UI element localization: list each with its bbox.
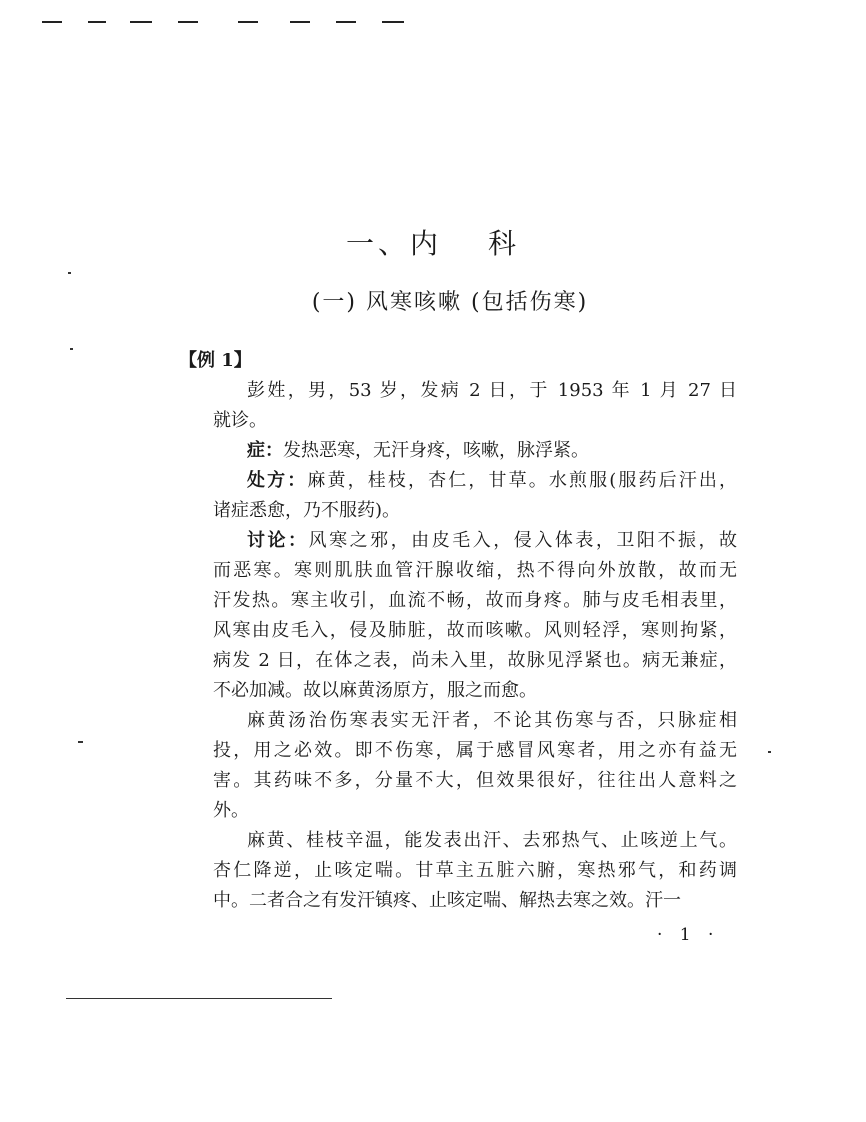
- text-line: [213, 766, 737, 796]
- text-line: [213, 736, 737, 766]
- line-text: 而恶寒。寒则肌肤血管汗腺收缩，热不得向外放散，故而无: [213, 560, 737, 581]
- line-text: 麻黄汤治伤寒表实无汗者，不论其伤寒与否，只脉症相: [247, 710, 737, 731]
- text-line: [213, 586, 737, 616]
- line-text: 彭姓，男，53 岁，发病 2 日，于 1953 年 1 月 27 日: [247, 380, 737, 401]
- line-text: 麻黄，桂枝，杏仁，甘草。水煎服(服药后汗出，: [307, 470, 737, 491]
- dash: [130, 21, 152, 23]
- text-line: [213, 826, 737, 856]
- dash: [336, 21, 356, 23]
- text-line: [213, 496, 737, 526]
- text-line: [213, 796, 737, 826]
- line-text: 病发 2 日，在体之表，尚未入里，故脉见浮紧也。病无兼症，: [213, 650, 737, 671]
- body-text: [179, 346, 738, 916]
- text-line: [213, 406, 737, 436]
- footer-rule: [66, 998, 332, 999]
- chapter-title-part1: 一、内: [345, 227, 442, 260]
- text-line: [213, 556, 737, 586]
- chapter-title-part2: 科: [488, 227, 521, 260]
- dash: [382, 21, 404, 23]
- dash: [178, 21, 198, 23]
- dash: [290, 21, 310, 23]
- paragraph-label: 症：: [247, 440, 283, 461]
- line-text: 风寒由皮毛入，侵及肺脏，故而咳嗽。风则轻浮，寒则拘紧，: [213, 620, 737, 641]
- text-line: [213, 886, 737, 916]
- text-line: [213, 676, 737, 706]
- line-text: 不必加减。故以麻黄汤原方，服之而愈。: [213, 680, 537, 701]
- dash: [238, 21, 258, 23]
- text-line: [213, 466, 737, 496]
- line-text: 杏仁降逆，止咳定喘。甘草主五脏六腑，寒热邪气，和药调: [213, 860, 737, 881]
- page-number: · 1 ·: [657, 925, 720, 945]
- chapter-title: [0, 222, 866, 262]
- scan-speck: [78, 741, 83, 743]
- scan-speck: [70, 348, 73, 350]
- paragraph-label: 处方：: [247, 470, 308, 491]
- scan-speck: [768, 751, 771, 753]
- line-text: 中。二者合之有发汗镇疼、止咳定喘、解热去寒之效。汗一: [213, 890, 681, 911]
- line-text: 投，用之必效。即不伤寒，属于感冒风寒者，用之亦有益无: [213, 740, 737, 761]
- example-label: 【例 1】: [179, 350, 252, 371]
- line-text: 麻黄、桂枝辛温，能发表出汗、去邪热气、止咳逆上气。: [247, 830, 737, 851]
- section-title: (一) 风寒咳嗽 (包括伤寒): [311, 290, 589, 315]
- dash: [88, 21, 106, 23]
- paragraph-label: 讨论：: [247, 530, 309, 551]
- text-line: [213, 706, 737, 736]
- line-text: 害。其药味不多，分量不大，但效果很好，往往出人意料之: [213, 770, 737, 791]
- text-line: [213, 436, 737, 466]
- text-line: [213, 646, 737, 676]
- text-line: [213, 376, 737, 406]
- text-line: [213, 616, 737, 646]
- line-text: 就诊。: [213, 410, 267, 431]
- dash: [42, 21, 62, 23]
- line-text: 发热恶寒，无汗身疼，咳嗽，脉浮紧。: [283, 440, 589, 461]
- text-line: [213, 526, 737, 556]
- line-text: 风寒之邪，由皮毛入，侵入体表，卫阳不振，故: [308, 530, 738, 551]
- text-line: [213, 856, 737, 886]
- scan-speck: [68, 272, 71, 274]
- line-text: 汗发热。寒主收引，血流不畅，故而身疼。肺与皮毛相表里，: [213, 590, 737, 611]
- line-text: 外。: [213, 800, 249, 821]
- line-text: 诸症悉愈，乃不服药)。: [213, 500, 401, 521]
